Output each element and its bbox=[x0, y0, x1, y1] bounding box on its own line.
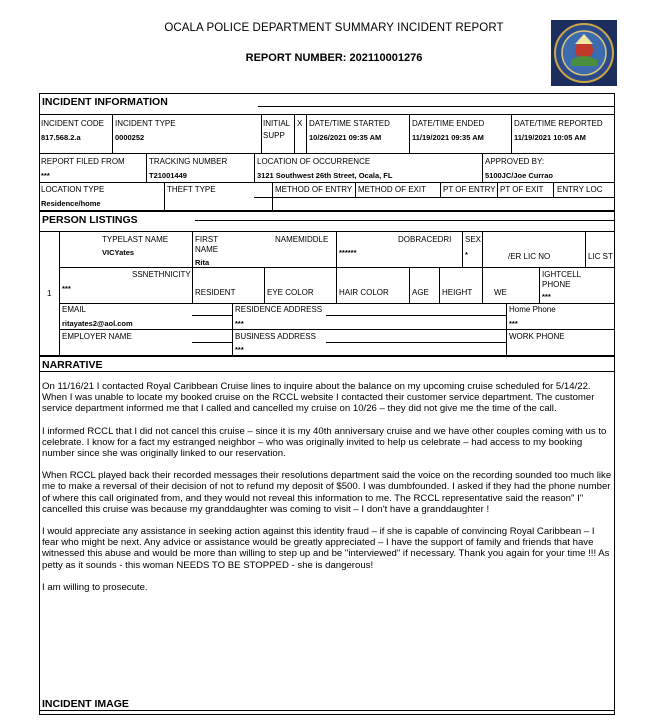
eye-color-label: EYE COLOR bbox=[267, 288, 314, 297]
divider bbox=[146, 153, 147, 182]
incident-code-value: 817.568.2.a bbox=[41, 133, 81, 142]
first-name-value: Rita bbox=[195, 258, 210, 267]
divider bbox=[585, 231, 586, 267]
filed-from-value: *** bbox=[41, 171, 50, 180]
divider bbox=[439, 267, 440, 303]
residence-address-label: RESIDENCE ADDRESS bbox=[235, 305, 323, 314]
incident-info-heading: INCIDENT INFORMATION bbox=[42, 96, 168, 108]
location-type-label: LOCATION TYPE bbox=[41, 185, 105, 194]
reported-value: 11/19/2021 10:05 AM bbox=[514, 133, 586, 142]
divider bbox=[336, 267, 337, 303]
divider bbox=[164, 182, 165, 211]
type-last-label: TYPELAST NAME bbox=[102, 235, 169, 244]
narrative-heading: NARRATIVE bbox=[42, 359, 103, 371]
cell-phone-label-2: PHONE bbox=[542, 280, 571, 289]
narrative-paragraph: I informed RCCL that I did not cancel this cruise – since it is my 40th anniversary cruise and we have other couples coming with us to celebrate. I know for a fact my estranged neighbor – who was originally invited to help us celebrate – had access to my booking number since she was originally linked to our reservation. bbox=[42, 425, 607, 460]
ended-label: DATE/TIME ENDED bbox=[412, 119, 485, 128]
hair-color-label: HAIR COLOR bbox=[339, 288, 389, 297]
narrative-paragraph: When RCCL played back their recorded messages their resolutions department said the voice on the recording sounded too much like me to make a reversal of their decision of not to refund my deposit of $500. I was dumbfounded. I asked if they had the phone number of where this call originated from, and they would not reveal this information to me. The RCCL representative said the reason" I" cancelled this cruise was because my granddaughter was coming to visit – I don't have a granddaughter ! bbox=[42, 470, 612, 515]
divider bbox=[39, 153, 615, 154]
person-row-number: 1 bbox=[47, 289, 52, 298]
approved-value: 5100JC/Joe Currao bbox=[485, 171, 553, 180]
age-label: AGE bbox=[412, 288, 429, 297]
sex-label: SEX bbox=[465, 235, 482, 244]
divider bbox=[511, 115, 512, 153]
cell-phone-label-1: IGHTCELL bbox=[542, 270, 582, 279]
email-label: EMAIL bbox=[62, 305, 87, 314]
divider bbox=[482, 153, 483, 182]
ss-value: *** bbox=[62, 284, 71, 293]
divider bbox=[482, 231, 483, 267]
divider bbox=[462, 231, 463, 267]
divider bbox=[258, 106, 615, 107]
divider bbox=[59, 329, 615, 330]
resident-label: RESIDENT bbox=[195, 288, 236, 297]
narrative-body bbox=[42, 381, 612, 604]
residence-address-value: *** bbox=[235, 319, 244, 328]
divider bbox=[59, 267, 615, 268]
narrative-paragraph: On 11/16/21 I contacted Royal Caribbean Cruise lines to inquire about the balance on my upcoming cruise scheduled for 5/14/22. When I was unable to locate my booked cruise on the RCCL website I contacted their customer service department. The customer service department informed me that I called and cancelled my cruise on 10/26 – they did not give me the time of the call. bbox=[42, 381, 595, 415]
first-name-label-2: NAME bbox=[195, 245, 219, 254]
cell-phone-value: *** bbox=[542, 292, 551, 301]
divider bbox=[192, 267, 193, 303]
divider bbox=[192, 231, 193, 267]
divider bbox=[39, 710, 615, 711]
narrative-paragraph: I would appreciate any assistance in seeking action against this identity fraud – if she is capable of convincing Royal Caribbean – I fear who might be next. Any advice or assistance would be greatly appreciated – I have the support of family and friends that have witnessed this abuse and would be more than willing to step up and be "interviewed" if necessary. Thank you again for your time !!! As petty as it sounds - this woman NEEDS TO BE STOPPED - she is dangerous! bbox=[42, 526, 610, 571]
weight-label: WE bbox=[494, 288, 507, 297]
divider bbox=[440, 182, 441, 198]
divider bbox=[355, 182, 356, 198]
divider bbox=[409, 267, 410, 303]
incident-image-heading: INCIDENT IMAGE bbox=[42, 698, 129, 710]
incident-type-value: 0000252 bbox=[115, 133, 145, 142]
ended-value: 11/19/2021 09:35 AM bbox=[412, 133, 484, 142]
divider bbox=[195, 220, 615, 221]
approved-label: APPROVED BY: bbox=[485, 157, 545, 166]
location-type-value: Residence/home bbox=[41, 199, 101, 208]
divider bbox=[39, 231, 615, 232]
reported-label: DATE/TIME REPORTED bbox=[514, 119, 603, 128]
divider bbox=[39, 182, 615, 183]
divider bbox=[59, 231, 60, 356]
divider bbox=[39, 371, 615, 372]
divider bbox=[553, 182, 554, 198]
location-label: LOCATION OF OCCURRENCE bbox=[257, 157, 371, 166]
divider bbox=[254, 197, 274, 198]
pt-entry-label: PT OF ENTRY bbox=[443, 185, 496, 194]
email-value: ritayates2@aol.com bbox=[62, 319, 133, 328]
divider bbox=[261, 115, 262, 153]
divider bbox=[336, 231, 337, 267]
pt-exit-label: PT OF EXIT bbox=[500, 185, 544, 194]
divider bbox=[539, 267, 540, 303]
method-entry-label: METHOD OF ENTRY bbox=[275, 185, 353, 194]
divider bbox=[482, 267, 483, 303]
height-label: HEIGHT bbox=[442, 288, 473, 297]
driver-lic-label: /ER LIC NO bbox=[508, 252, 551, 261]
divider bbox=[192, 315, 232, 316]
location-value: 3121 Southwest 26th Street, Ocala, FL bbox=[257, 171, 393, 180]
divider bbox=[272, 182, 273, 211]
initial-x-mark: X bbox=[297, 119, 303, 128]
dob-race-label: DOBRACEDRI bbox=[398, 235, 452, 244]
filed-from-label: REPORT FILED FROM bbox=[41, 157, 125, 166]
business-address-value: *** bbox=[235, 345, 244, 354]
initial-label: INITIAL bbox=[263, 119, 291, 128]
ss-ethnicity-label: SSNETHNICITY bbox=[132, 270, 191, 279]
started-value: 10/26/2021 09:35 AM bbox=[309, 133, 382, 142]
police-seal-icon bbox=[551, 20, 617, 86]
incident-type-label: INCIDENT TYPE bbox=[115, 119, 176, 128]
divider bbox=[497, 182, 498, 198]
incident-code-label: INCIDENT CODE bbox=[41, 119, 104, 128]
work-phone-label: WORK PHONE bbox=[509, 332, 565, 341]
middle-name-label: NAMEMIDDLE bbox=[275, 235, 329, 244]
divider bbox=[326, 315, 506, 316]
divider bbox=[112, 115, 113, 153]
middle-name-value: ****** bbox=[339, 248, 357, 257]
employer-name-label: EMPLOYER NAME bbox=[62, 332, 132, 341]
business-address-label: BUSINESS ADDRESS bbox=[235, 332, 316, 341]
divider bbox=[326, 342, 506, 343]
divider bbox=[264, 267, 265, 303]
report-number: REPORT NUMBER: 202110001276 bbox=[245, 52, 423, 64]
divider bbox=[39, 114, 615, 115]
divider bbox=[254, 153, 255, 182]
narrative-paragraph: I am willing to prosecute. bbox=[42, 581, 148, 593]
sex-value: * bbox=[465, 250, 468, 259]
person-listings-heading: PERSON LISTINGS bbox=[42, 214, 138, 226]
divider bbox=[409, 115, 410, 153]
lic-state-label: LIC ST bbox=[588, 252, 613, 261]
method-exit-label: METHOD OF EXIT bbox=[358, 185, 426, 194]
divider bbox=[306, 115, 307, 153]
divider bbox=[294, 115, 295, 153]
divider bbox=[192, 342, 232, 343]
entry-loc-label: ENTRY LOC bbox=[557, 185, 603, 194]
theft-type-label: THEFT TYPE bbox=[167, 185, 216, 194]
started-label: DATE/TIME STARTED bbox=[309, 119, 390, 128]
divider bbox=[59, 303, 615, 304]
type-last-value: VICYates bbox=[102, 248, 135, 257]
home-phone-value: *** bbox=[509, 319, 518, 328]
first-name-label-1: FIRST bbox=[195, 235, 219, 244]
divider bbox=[274, 197, 615, 198]
tracking-label: TRACKING NUMBER bbox=[149, 157, 228, 166]
report-title: OCALA POLICE DEPARTMENT SUMMARY INCIDENT REPORT bbox=[164, 22, 504, 34]
home-phone-label: Home Phone bbox=[509, 305, 556, 314]
supp-label: SUPP bbox=[263, 131, 285, 140]
tracking-value: T21001449 bbox=[149, 171, 187, 180]
